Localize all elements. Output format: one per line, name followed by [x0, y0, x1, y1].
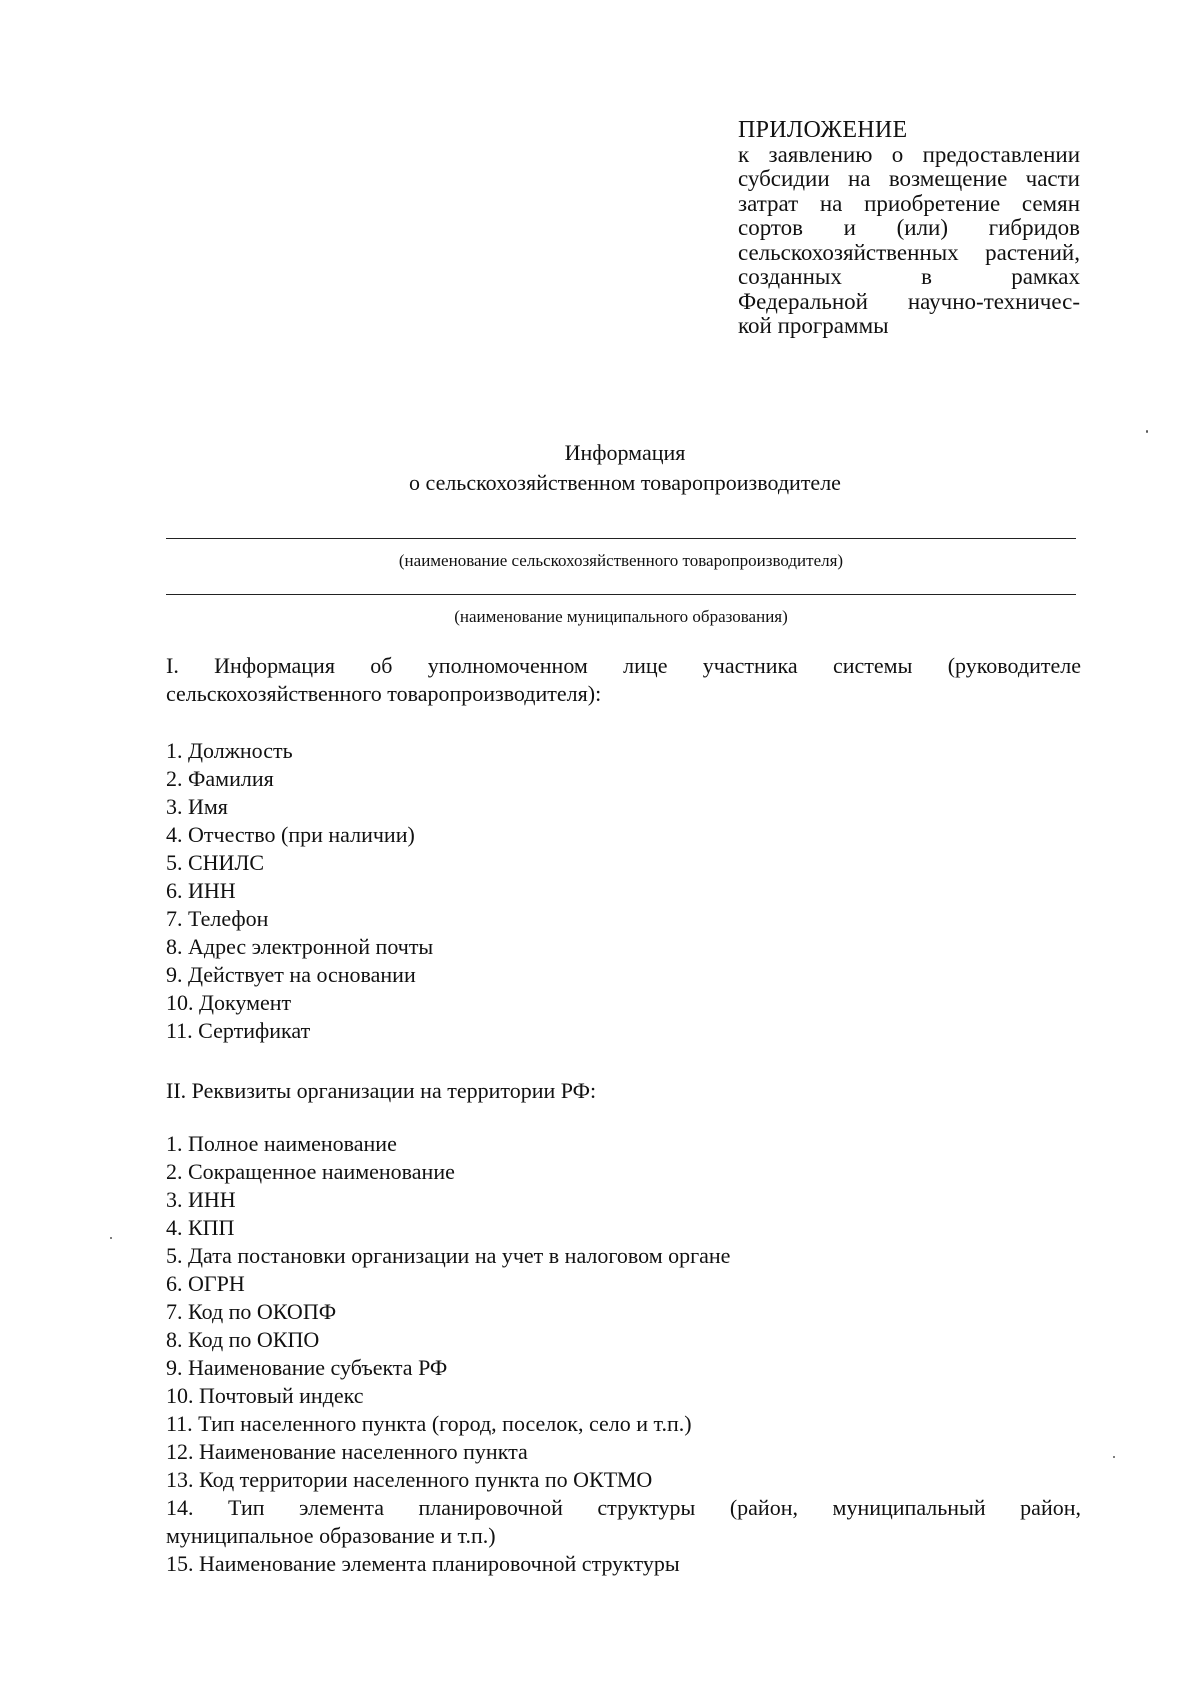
appendix-line: созданных в рамках [738, 264, 1080, 289]
document-title [300, 438, 950, 498]
appendix-line: к заявлению о предоставлении [738, 141, 1080, 167]
list-item: 7. Код по ОКОПФ [166, 1299, 337, 1324]
list-item: 9. Наименование субъекта РФ [166, 1355, 448, 1380]
list-item: 13. Код территории населенного пункта по ОКТМО [166, 1467, 653, 1492]
appendix-line: сельскохозяйственных растений, [738, 239, 1080, 265]
list-item: 1. Полное наименование [166, 1131, 397, 1156]
list-item: 12. Наименование населенного пункта [166, 1439, 528, 1464]
list-item: 8. Код по ОКПО [166, 1327, 320, 1352]
list-item: 3. ИНН [166, 1187, 236, 1212]
producer-name-field [166, 538, 1076, 571]
appendix-title: ПРИЛОЖЕНИЕ [738, 117, 908, 143]
appendix-line: затрат на приобретение семян [738, 190, 1080, 216]
section1-list [166, 737, 1081, 1045]
list-item: 2. Сокращенное наименование [166, 1159, 455, 1184]
document-title-line2: о сельскохозяйственном товаропроизводителе [409, 470, 841, 495]
list-item: 11. Тип населенного пункта (город, поселок, село и т.п.) [166, 1411, 692, 1436]
producer-name-caption: (наименование сельскохозяйственного товаропроизводителя) [398, 551, 844, 570]
list-item: 3. Имя [166, 794, 228, 819]
list-item: 6. ИНН [166, 878, 236, 903]
list-item: 1. Должность [166, 738, 293, 763]
list-item: 5. СНИЛС [166, 850, 265, 875]
section2-list [166, 1130, 1081, 1578]
producer-name-line [166, 538, 1076, 539]
appendix-line: кой программы [738, 313, 889, 338]
list-item-line: муниципальное образование и т.п.) [166, 1523, 496, 1548]
appendix-line: субсидии на возмещение части [738, 166, 1080, 191]
section1-heading [166, 652, 1081, 708]
section1-heading-line1: I. Информация об уполномоченном лице участника системы (руководителе [166, 653, 1081, 678]
list-item: 6. ОГРН [166, 1271, 245, 1296]
municipality-caption: (наименование муниципального образования) [454, 607, 788, 626]
section1-heading-line2: сельскохозяйственного товаропроизводителя): [166, 681, 602, 706]
list-item: 9. Действует на основании [166, 962, 416, 987]
list-item: 7. Телефон [166, 906, 269, 931]
appendix-line: сортов и (или) гибридов [738, 215, 1080, 240]
list-item: 15. Наименование элемента планировочной структуры [166, 1551, 680, 1576]
list-item: 10. Почтовый индекс [166, 1383, 364, 1408]
section2-heading: II. Реквизиты организации на территории РФ: [166, 1078, 597, 1103]
list-item: 2. Фамилия [166, 766, 274, 791]
appendix-block [738, 118, 1080, 339]
municipality-field [166, 594, 1076, 627]
list-item: 8. Адрес электронной почты [166, 934, 434, 959]
scan-speck [110, 1237, 112, 1239]
list-item [166, 1494, 1081, 1550]
list-item: 5. Дата постановки организации на учет в налоговом органе [166, 1243, 731, 1268]
list-item: 4. КПП [166, 1215, 235, 1240]
scan-speck [1146, 430, 1148, 433]
list-item: 10. Документ [166, 990, 292, 1015]
list-item-line: 14. Тип элемента планировочной структуры (район, муниципальный район, [166, 1495, 1081, 1520]
list-item: 4. Отчество (при наличии) [166, 822, 415, 847]
list-item: 11. Сертификат [166, 1018, 311, 1043]
appendix-line: Федеральной научно-техничес- [738, 288, 1080, 314]
document-title-line1: Информация [564, 440, 686, 465]
scan-speck [1113, 1456, 1115, 1458]
municipality-line [166, 594, 1076, 595]
